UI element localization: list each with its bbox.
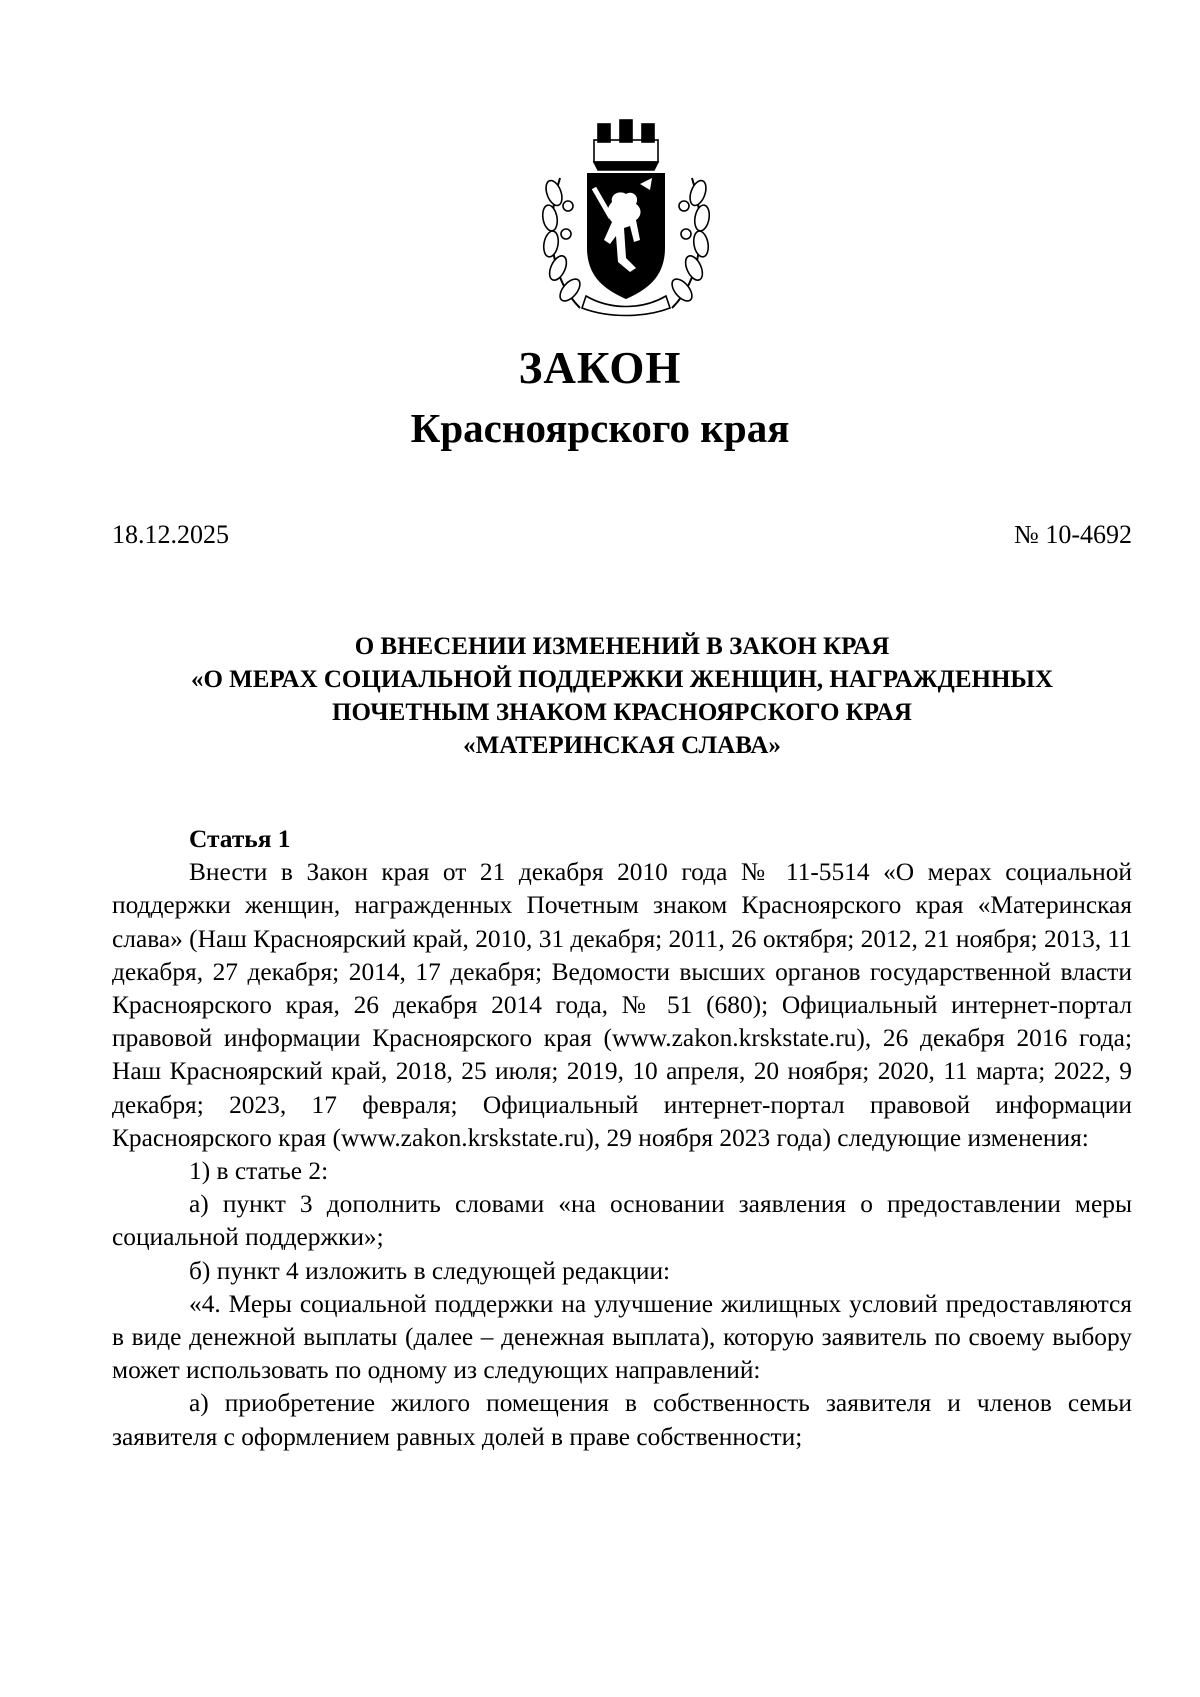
document-body [112,823,1132,1454]
document-number: № 10-4692 [1014,520,1132,549]
body-paragraph: Внести в Закон края от 21 декабря 2010 года № 11-5514 «О мерах социальной поддержки женщин, награжденных Почетным знаком Красноярского края «Материнская слава» (Наш Красноярский край, 2010, 31 декабря; 2011, 26 октября; 2012, 21 ноября; 2013, 11 декабря, 27 декабря; 2014, 17 декабря; Ведомости высших органов государственной власти Красноярского края, 26 декабря 2014 года, № 51 (680); Официальный интернет-портал правовой информации Красноярского края (www.zakon.krskstate.ru), 26 декабря 2016 года; Наш Красноярский край, 2018, 25 июля; 2019, 10 апреля, 20 ноября; 2020, 11 марта; 2022, 9 декабря; 2023, 17 февраля; Официальный интернет-портал правовой информации Красноярского края (www.zakon.krskstate.ru), 29 ноября 2023 года) следующие изменения: [112,858,1132,1152]
body-paragraph: а) приобретение жилого помещения в собственность заявителя и членов семьи заявителя с оформлением равных долей в праве собственности; [112,1389,1132,1451]
law-title: ЗАКОН [518,343,682,393]
body-paragraph: б) пункт 4 изложить в следующей редакции: [189,1256,671,1285]
law-subtitle: Красноярского края [410,405,790,451]
heading-line: ПОЧЕТНЫМ ЗНАКОМ КРАСНОЯРСКОГО КРАЯ [332,699,912,726]
krasnoyarsk-coat-of-arms-icon [540,118,712,318]
document-date: 18.12.2025 [112,520,229,549]
heading-line: «МАТЕРИНСКАЯ СЛАВА» [463,732,781,759]
heading-line: «О МЕРАХ СОЦИАЛЬНОЙ ПОДДЕРЖКИ ЖЕНЩИН, НАГРАЖДЕННЫХ [190,666,1054,693]
body-paragraph: 1) в статье 2: [189,1157,329,1186]
body-paragraph: «4. Меры социальной поддержки на улучшение жилищных условий предоставляются в виде денежной выплаты (далее – денежная выплата), которую заявитель по своему выбору может использовать по одному из следующих направлений: [112,1289,1132,1385]
article-title: Статья 1 [189,825,291,853]
body-paragraph: а) пункт 3 дополнить словами «на основании заявления о предоставлении меры социальной поддержки»; [112,1190,1132,1252]
document-heading [112,630,1132,762]
heading-line: О ВНЕСЕНИИ ИЗМЕНЕНИЙ В ЗАКОН КРАЯ [354,633,890,660]
